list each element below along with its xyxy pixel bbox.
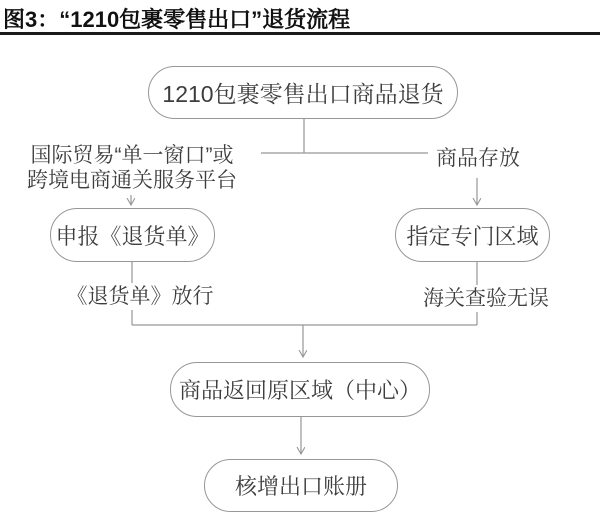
- flow-node-start: 1210包裹零售出口商品退货: [148, 66, 458, 119]
- flow-label-inspection: 海关查验无误: [418, 285, 554, 312]
- flow-label-platform-line1: 国际贸易“单一窗口”或: [30, 144, 234, 167]
- flow-node-designated-area: 指定专门区域: [395, 208, 550, 262]
- flow-label-release: 《退货单》放行: [52, 283, 228, 310]
- flow-node-ledger: 核增出口账册: [204, 459, 398, 512]
- flow-label-platform: [3, 143, 261, 193]
- figure-title: 图3：“1210包裹零售出口”退货流程: [3, 7, 351, 32]
- flow-label-platform-line2: 跨境电商通关服务平台: [27, 169, 237, 192]
- flow-node-declare: 申报《退货单》: [50, 208, 215, 262]
- flow-node-return-area: 商品返回原区域（中心）: [170, 362, 430, 417]
- flow-label-storage: 商品存放: [428, 146, 528, 171]
